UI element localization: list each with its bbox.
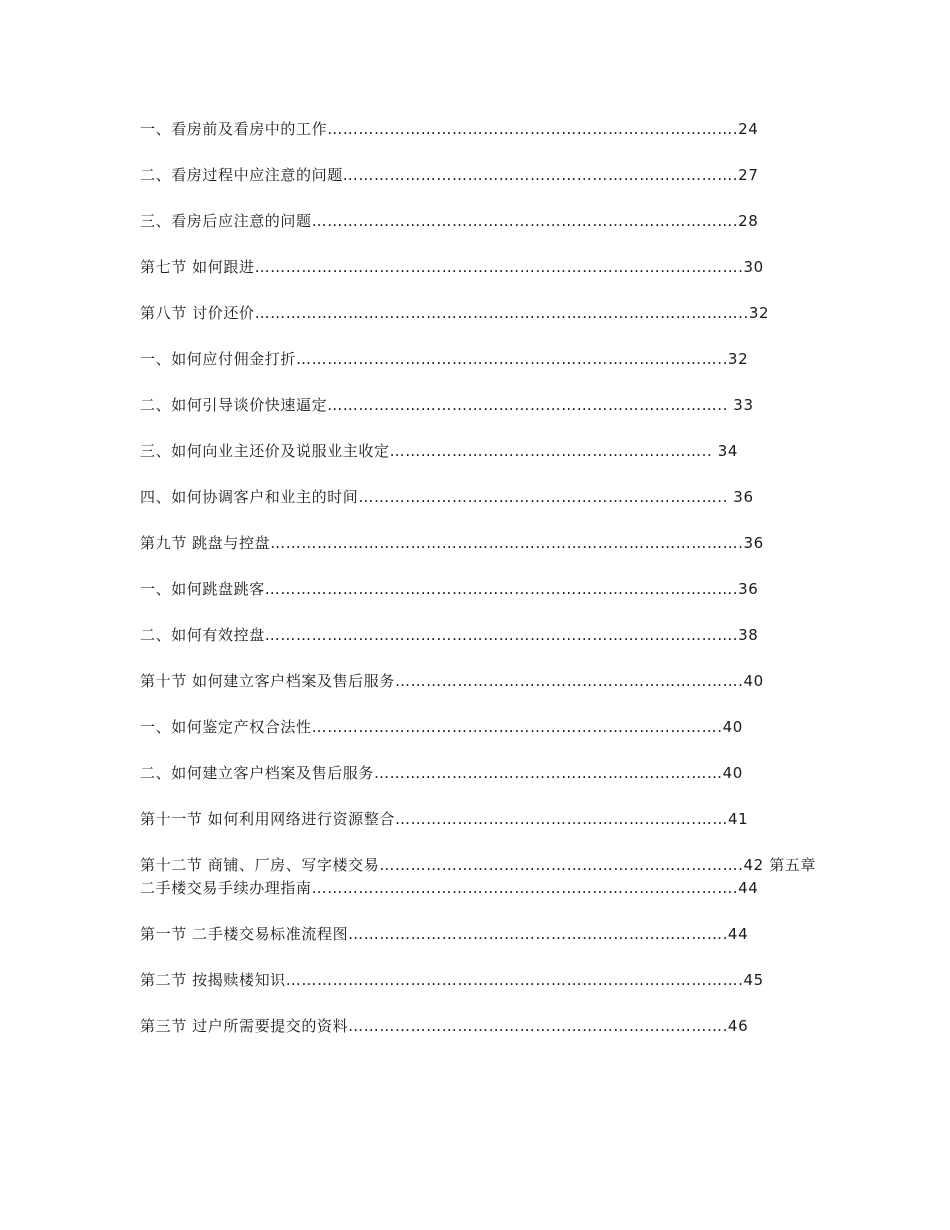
toc-entry[interactable]: 第三节 过户所需要提交的资料……………………………………………………………….46 [140, 1017, 749, 1035]
toc-entry[interactable]: 第十二节 商铺、厂房、写字楼交易…………………………………………………………….42 第五章 二手楼交易手续办理指南……………………………………………………………………….44 [140, 856, 822, 897]
toc-entry[interactable]: 三、看房后应注意的问题……………………………………………………………………….28 [140, 212, 759, 230]
toc-entry[interactable]: 第八节 讨价还价…………………………………………………………………………………..32 [140, 304, 770, 322]
toc-entry[interactable]: 第二节 按揭赎楼知识…………………………………………………………………………….45 [140, 971, 764, 989]
toc-entry[interactable]: 二、看房过程中应注意的问题………………………………………………………………….27 [140, 166, 759, 184]
toc-entry[interactable]: 第十一节 如何利用网络进行资源整合………………………………………………….……41 [140, 810, 749, 828]
toc-entry[interactable]: 二、如何引导谈价快速逼定………………………………………………………………….. 33 [140, 396, 754, 414]
toc-entry[interactable]: 第九节 跳盘与控盘……………………………………………………………………………….36 [140, 534, 764, 552]
toc-entry[interactable]: 第七节 如何跟进………………………………………………………………………………….30 [140, 258, 764, 276]
toc-entry[interactable]: 四、如何协调客户和业主的时间…………………………………………………………….. 36 [140, 488, 754, 506]
toc-entry[interactable]: 二、如何有效控盘……………………………………………………………………………….38 [140, 626, 759, 644]
toc-entry[interactable]: 一、如何跳盘跳客……………………………………………………………………………….36 [140, 580, 759, 598]
toc-entry[interactable]: 一、如何鉴定产权合法性…………………………………………………………………….40 [140, 718, 743, 736]
table-of-contents [140, 118, 820, 1038]
toc-entry[interactable]: 第一节 二手楼交易标准流程图……………………………………………………………….44 [140, 925, 749, 943]
toc-entry[interactable]: 三、如何向业主还价及说服业主收定…………………………………………………….. 34 [140, 442, 738, 460]
toc-entry[interactable]: 二、如何建立客户档案及售后服务…………………………………………………….……40 [140, 764, 743, 782]
toc-entry[interactable]: 一、如何应付佣金打折………………………………………………………………………..32 [140, 350, 749, 368]
toc-entry[interactable]: 一、看房前及看房中的工作…………………………………………………………………….24 [140, 120, 759, 138]
toc-entry[interactable]: 第十节 如何建立客户档案及售后服务………………………………………………………….40 [140, 672, 764, 690]
